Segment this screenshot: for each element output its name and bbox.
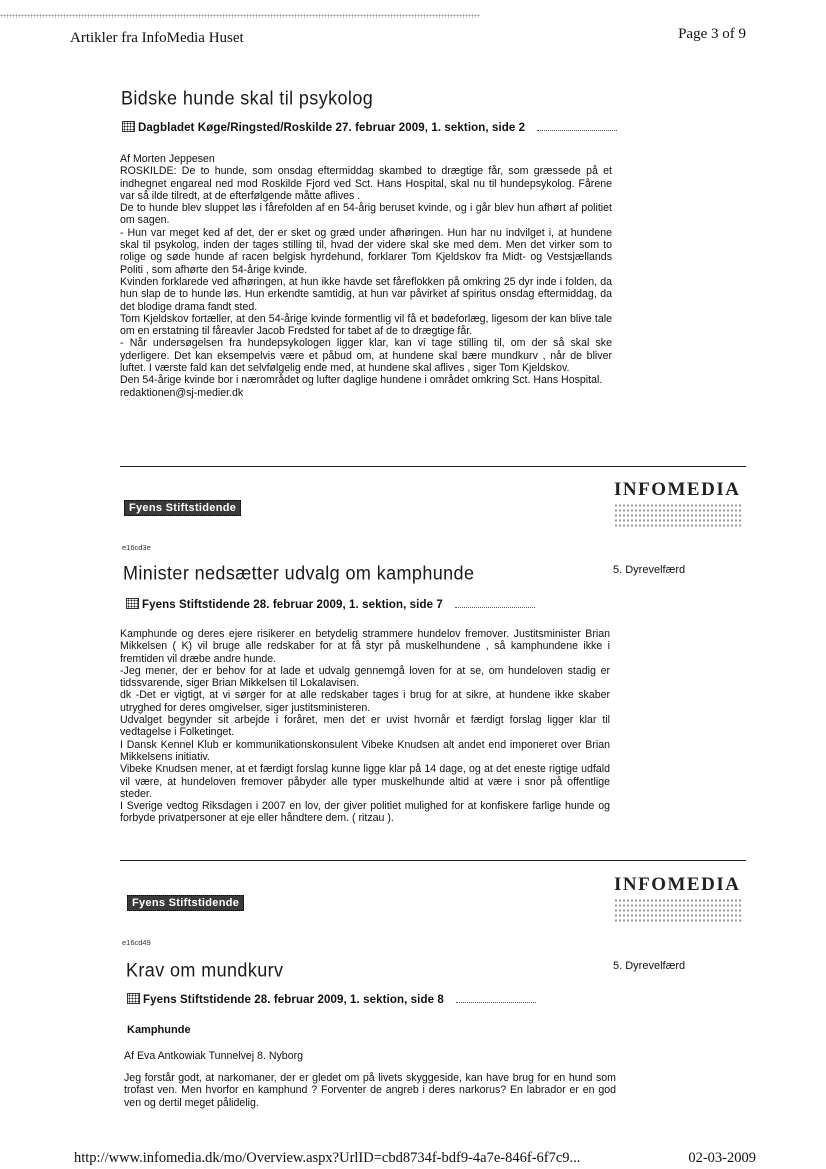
article-title: Minister nedsætter udvalg om kamphunde: [123, 561, 475, 584]
body-paragraph: I Sverige vedtog Riksdagen i 2007 en lov, der giver politiet mulighed for at konfiskere farlige hunde og forbyde privatpersoner at eje eller håndtere dem. ( ritzau ).: [120, 800, 610, 825]
article-source-text: Dagbladet Køge/Ringsted/Roskilde 27. februar 2009, 1. sektion, side 2: [138, 122, 526, 134]
article-source: [122, 121, 617, 134]
article-subhead: Kamphunde: [127, 1024, 191, 1036]
article-source-text: Fyens Stiftstidende 28. februar 2009, 1. sektion, side 7: [142, 599, 443, 611]
infomedia-logo-text: INFOMEDIA: [614, 479, 741, 500]
article-title: Krav om mundkurv: [126, 958, 284, 981]
category-label: 5. Dyrevelfærd: [613, 960, 686, 972]
body-paragraph: I Dansk Kennel Klub er kommunikationskonsulent Vibeke Knudsen alt andet end imponeret over Brian Mikkelsens initiativ.: [120, 738, 610, 763]
publication-badge: Fyens Stiftstidende: [124, 500, 241, 516]
body-paragraph: De to hunde blev sluppet løs i fårefolden af en 54-årig beruset kvinde, og i går blev hun afhørt af politiet om sagen.: [120, 202, 612, 227]
source-icon: [127, 993, 140, 1004]
body-paragraph: Den 54-årige kvinde bor i nærområdet og lufter daglige hundene i området omkring Sct. Hans Hospital.: [120, 374, 603, 387]
document-id: e16cd3e: [122, 543, 151, 552]
article-body: [124, 1072, 616, 1109]
body-paragraph: Jeg forstår godt, at narkomaner, der er gledet om på livets skyggeside, kan have brug for en hund som trofast ven. Men hvorfor en kamphund ? Forventer de angreb i deres narkorus? En labrador er en god ven og dertil meget pålidelig.: [124, 1072, 616, 1109]
body-paragraph: - Hun var meget ked af det, der er sket og græd under afhøringen. Hun har nu indvilget i, at hundene skal til psykolog, inden der tages stilling til, hvad der videre skal ske med dem. Men det virker som to rolige og søde hunde af racen belgisk hyrdehund, forklarer Tom Kjeldskov fra Midt- og Vestsjællands Politi , som afhørte den 54-årige kvinde.: [120, 226, 612, 276]
body-paragraph: redaktionen@sj-medier.dk: [120, 386, 244, 399]
page-number: Page 3 of 9: [678, 26, 746, 42]
infomedia-logo-text: INFOMEDIA: [614, 874, 741, 895]
body-paragraph: Vibeke Knudsen mener, at et færdigt forslag kunne ligge klar på 14 dage, og at det eneste rigtige udfald vil være, at hundeloven fremover påbyder alle typer muskelhunde altid at være i snor på offentlige steder.: [120, 763, 610, 800]
article-body: [120, 153, 612, 399]
document-id: e16cd49: [122, 938, 151, 947]
article-divider: [120, 860, 746, 861]
infomedia-logo: [614, 874, 742, 924]
category-label: 5. Dyrevelfærd: [613, 564, 686, 576]
article-body: [120, 628, 610, 825]
body-paragraph: Kvinden forklarede ved afhøringen, at hun ikke havde set fåreflokken på omkring 25 dyr inde i folden, da hun slap de to hunde løs. Hun erkendte samtidig, at hun var påvirket af spiritus onsdag eftermiddag, da det blodige drama fandt sted.: [120, 275, 612, 313]
body-paragraph: ROSKILDE: De to hunde, som onsdag eftermiddag skambed to drægtige får, som græssede på et indhegnet engareal ned mod Roskilde Fjord ved Sct. Hans Hospital, skal nu til hundepsykolog. Fårene var så ilde tilredt, at de efterfølgende måtte aflives .: [120, 165, 612, 202]
source-icon: [126, 598, 139, 609]
body-paragraph: - Når undersøgelsen fra hundepsykologen ligger klar, kan vi tage stilling til, om der så skal ske yderligere. Det kan eksempelvis være et påbud om, at hundene skal bære mundkurv , når de bliver luftet. I værste fald kan det selvfølgelig ende med, at hundene skal aflives , siger Tom Kjeldskov.: [120, 337, 612, 375]
article-source: [126, 598, 535, 611]
article-title: Bidske hunde skal til psykolog: [121, 86, 374, 109]
footer-url: http://www.infomedia.dk/mo/Overview.aspx?UrlID=cbd8734f-bdf9-4a7e-846f-6f7c9...: [74, 1150, 581, 1166]
article-source: [127, 993, 536, 1006]
infomedia-logo: [614, 479, 742, 529]
publication-badge: Fyens Stiftstidende: [127, 895, 244, 911]
body-paragraph: Kamphunde og deres ejere risikerer en betydelig strammere hundelov fremover. Justitsminister Brian Mikkelsen ( K) vil bruge alle redskaber for at få styr på muskelhundene , så kamphundene ikke i fremtiden vil dræbe andre hunde.: [120, 628, 610, 665]
body-paragraph: Tom Kjeldskov fortæller, at den 54-årige kvinde formentlig vil få et bødeforlæg, ligesom der kan blive tale om en erstatning til fåreavler Jacob Fredsted for tabet af de to drægtige får.: [120, 312, 612, 338]
article-divider: [120, 466, 746, 467]
print-footer: [74, 1150, 764, 1167]
article-source-text: Fyens Stiftstidende 28. februar 2009, 1. sektion, side 8: [143, 994, 444, 1006]
body-paragraph: Af Morten Jeppesen: [120, 153, 215, 165]
scan-artifact-dotline: [0, 14, 480, 18]
article-byline: Af Eva Antkowiak Tunnelvej 8. Nyborg: [124, 1050, 304, 1062]
body-paragraph: Udvalget begynder sit arbejde i foråret, men det er uvist hvornår et færdigt forslag ligger klar til vedtagelse i Folketinget.: [120, 714, 610, 739]
body-paragraph: dk -Det er vigtigt, at vi sørger for at alle redskaber tages i brug for at sikre, at hundene ikke skaber utryghed for deres omgivelser, siger justitsministeren.: [120, 689, 610, 714]
page-header-title: Artikler fra InfoMedia Huset: [70, 30, 244, 46]
footer-date: 02-03-2009: [688, 1150, 756, 1166]
source-icon: [122, 121, 135, 132]
body-paragraph: -Jeg mener, der er behov for at lade et udvalg gennemgå loven for at se, om hundeloven stadig er tidssvarende, siger Brian Mikkelsen til Lokalavisen.: [120, 664, 610, 690]
